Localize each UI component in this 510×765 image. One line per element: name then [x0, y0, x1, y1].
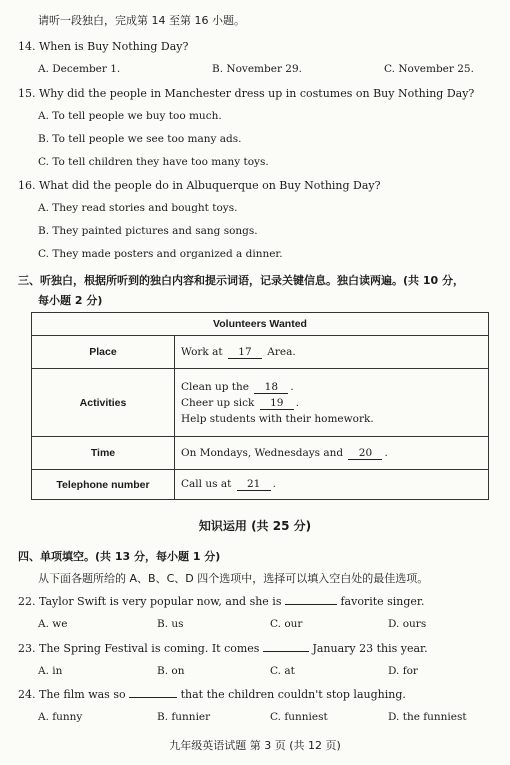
phone-pre: Call us at: [181, 478, 232, 490]
activity-2: [181, 397, 482, 410]
blank-19[interactable]: 19: [260, 397, 294, 410]
question-22-option-c[interactable]: C. our: [270, 618, 303, 630]
question-23-option-c[interactable]: C. at: [270, 665, 295, 677]
table-title: Volunteers Wanted: [32, 313, 489, 336]
question-23-pre: 23. The Spring Festival is coming. It comes: [18, 642, 260, 655]
question-23-stem: [18, 642, 428, 655]
activity-1-post: .: [290, 380, 294, 393]
question-14-option-c[interactable]: C. November 25.: [384, 63, 474, 75]
question-14-option-a[interactable]: A. December 1.: [38, 63, 121, 75]
question-16-option-a[interactable]: A. They read stories and bought toys.: [38, 202, 238, 214]
question-22-option-a[interactable]: A. we: [38, 618, 68, 630]
place-pre: Work at: [181, 345, 223, 358]
question-22-option-b[interactable]: B. us: [157, 618, 184, 630]
question-23-option-b[interactable]: B. on: [157, 665, 185, 677]
place-post: Area.: [267, 345, 296, 358]
volunteers-table: [31, 312, 489, 500]
question-23-blank[interactable]: [263, 651, 309, 652]
telephone-label: Telephone number: [32, 470, 175, 500]
question-14-option-b[interactable]: B. November 29.: [212, 63, 302, 75]
question-14-stem: 14. When is Buy Nothing Day?: [18, 40, 189, 53]
activity-3: Help students with their homework.: [181, 412, 374, 425]
question-22-option-d[interactable]: D. ours: [388, 618, 427, 630]
time-pre: On Mondays, Wednesdays and: [181, 446, 344, 459]
question-15-option-c[interactable]: C. To tell children they have too many toys.: [38, 156, 269, 168]
page-footer: 九年级英语试题 第 3 页 (共 12 页): [169, 739, 341, 752]
listening-intro: 请听一段独白，完成第 14 至第 16 小题。: [38, 14, 245, 27]
question-22-pre: 22. Taylor Swift is very popular now, and she is: [18, 595, 282, 608]
question-24-option-b[interactable]: B. funnier: [157, 711, 211, 723]
activities-label: Activities: [32, 369, 175, 437]
question-24-pre: 24. The film was so: [18, 688, 126, 701]
question-16-stem: 16. What did the people do in Albuquerque on Buy Nothing Day?: [18, 179, 381, 192]
time-post: .: [384, 446, 388, 459]
place-cell: [175, 336, 489, 369]
question-22-stem: [18, 595, 424, 608]
time-cell: [175, 437, 489, 470]
question-22-blank[interactable]: [285, 604, 337, 605]
question-24-option-d[interactable]: D. the funniest: [388, 711, 467, 723]
activities-cell: [175, 369, 489, 437]
blank-17[interactable]: 17: [228, 346, 262, 359]
part4-heading: 四、单项填空。(共 13 分，每小题 1 分): [18, 550, 221, 563]
blank-20[interactable]: 20: [348, 447, 382, 460]
blank-18[interactable]: 18: [254, 381, 288, 394]
phone-post: .: [272, 478, 277, 490]
question-24-option-a[interactable]: A. funny: [38, 711, 83, 723]
question-16-option-b[interactable]: B. They painted pictures and sang songs.: [38, 225, 258, 237]
activity-2-pre: Cheer up sick: [181, 396, 255, 409]
knowledge-section-title: 知识运用 (共 25 分): [198, 519, 312, 533]
question-24-option-c[interactable]: C. funniest: [270, 711, 328, 723]
question-24-blank[interactable]: [129, 697, 177, 698]
question-23-post: January 23 this year.: [312, 642, 428, 655]
question-22-post: favorite singer.: [340, 595, 425, 608]
question-24-stem: [18, 688, 406, 701]
question-15-stem: 15. Why did the people in Manchester dress up in costumes on Buy Nothing Day?: [18, 87, 475, 100]
question-23-option-a[interactable]: A. in: [38, 665, 63, 677]
activity-1-pre: Clean up the: [181, 380, 249, 393]
question-23-option-d[interactable]: D. for: [388, 665, 418, 677]
part4-instruction: 从下面各题所给的 A、B、C、D 四个选项中，选择可以填入空白处的最佳选项。: [38, 572, 429, 585]
place-label: Place: [32, 336, 175, 369]
activity-2-post: .: [295, 396, 300, 409]
telephone-cell: [175, 470, 489, 500]
question-16-option-c[interactable]: C. They made posters and organized a dinner.: [38, 248, 283, 260]
part3-heading-line2: 每小题 2 分): [38, 294, 103, 307]
time-label: Time: [32, 437, 175, 470]
question-24-post: that the children couldn't stop laughing.: [180, 688, 406, 701]
question-15-option-b[interactable]: B. To tell people we see too many ads.: [38, 133, 242, 145]
blank-21[interactable]: 21: [237, 478, 271, 491]
part3-heading-line1: 三、听独白，根据所听到的独白内容和提示词语，记录关键信息。独白读两遍。(共 10 分，: [18, 274, 464, 287]
question-15-option-a[interactable]: A. To tell people we buy too much.: [38, 110, 222, 122]
activity-1: [181, 381, 482, 394]
